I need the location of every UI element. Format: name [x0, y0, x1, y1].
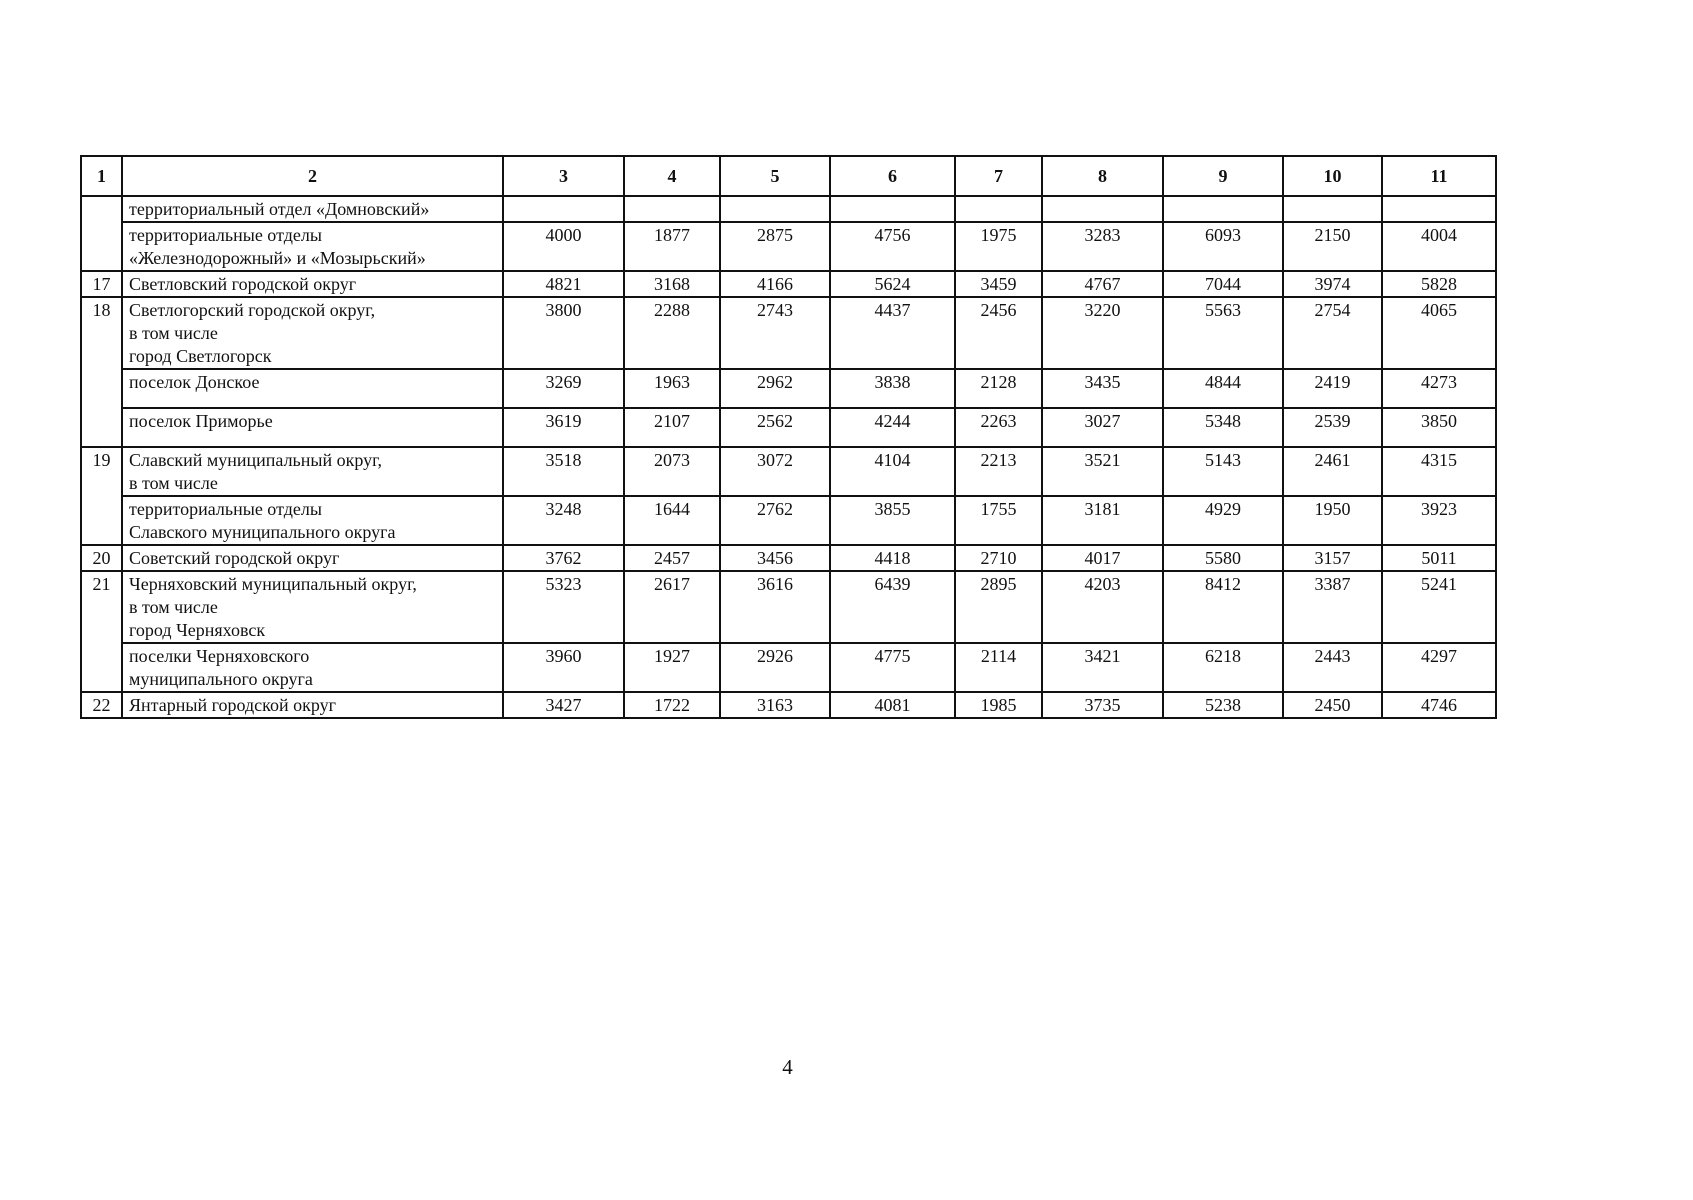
- value-cell: 2419: [1283, 369, 1382, 408]
- value-cell: 4767: [1042, 271, 1163, 297]
- page-number: 4: [782, 1055, 793, 1079]
- value-cell: 1644: [624, 496, 720, 545]
- table-row: [81, 643, 1496, 692]
- row-number-cell: 21: [81, 571, 122, 692]
- table-row: [81, 222, 1496, 271]
- value-cell: 3168: [624, 271, 720, 297]
- value-cell: 5563: [1163, 297, 1283, 369]
- value-cell: 2710: [955, 545, 1042, 571]
- value-cell: 2461: [1283, 447, 1382, 496]
- territory-name-cell: Черняховский муниципальный округ, в том числе город Черняховск: [122, 571, 503, 643]
- value-cell: 3387: [1283, 571, 1382, 643]
- territory-name-cell: Светловский городской округ: [122, 271, 503, 297]
- value-cell: 2562: [720, 408, 830, 447]
- value-cell: 3435: [1042, 369, 1163, 408]
- row-number-cell: 20: [81, 545, 122, 571]
- value-cell: 3459: [955, 271, 1042, 297]
- value-cell: 4065: [1382, 297, 1496, 369]
- value-cell: 2107: [624, 408, 720, 447]
- value-cell: 3619: [503, 408, 624, 447]
- value-cell: 3456: [720, 545, 830, 571]
- value-cell: 2263: [955, 408, 1042, 447]
- territory-name-cell: территориальный отдел «Домновский»: [122, 196, 503, 222]
- value-cell: 3269: [503, 369, 624, 408]
- value-cell: 4000: [503, 222, 624, 271]
- value-cell: 4775: [830, 643, 955, 692]
- value-cell: 3800: [503, 297, 624, 369]
- value-cell: 3616: [720, 571, 830, 643]
- territory-name-cell: поселки Черняховского муниципального округа: [122, 643, 503, 692]
- value-cell: 3838: [830, 369, 955, 408]
- value-cell: 2875: [720, 222, 830, 271]
- territory-name-cell: Советский городской округ: [122, 545, 503, 571]
- territory-name-cell: Янтарный городской округ: [122, 692, 503, 718]
- value-cell: 3027: [1042, 408, 1163, 447]
- value-cell: 3181: [1042, 496, 1163, 545]
- table-row: [81, 408, 1496, 447]
- value-cell: 2617: [624, 571, 720, 643]
- value-cell: 6218: [1163, 643, 1283, 692]
- value-cell: 3248: [503, 496, 624, 545]
- value-cell: 5011: [1382, 545, 1496, 571]
- value-cell: 2288: [624, 297, 720, 369]
- territory-name-cell: Светлогорский городской округ, в том числе город Светлогорск: [122, 297, 503, 369]
- value-cell: 4437: [830, 297, 955, 369]
- value-cell: 3072: [720, 447, 830, 496]
- table-row: [81, 571, 1496, 643]
- value-cell: 1877: [624, 222, 720, 271]
- column-number: 1: [81, 156, 122, 196]
- value-cell: 4821: [503, 271, 624, 297]
- value-cell: 2150: [1283, 222, 1382, 271]
- table-row: [81, 496, 1496, 545]
- value-cell: [1382, 196, 1496, 222]
- value-cell: [1163, 196, 1283, 222]
- value-cell: 3923: [1382, 496, 1496, 545]
- value-cell: 2128: [955, 369, 1042, 408]
- value-cell: 2762: [720, 496, 830, 545]
- territory-name-cell: поселок Донское: [122, 369, 503, 408]
- value-cell: [1283, 196, 1382, 222]
- value-cell: 2962: [720, 369, 830, 408]
- value-cell: 3762: [503, 545, 624, 571]
- value-cell: 1950: [1283, 496, 1382, 545]
- value-cell: 2539: [1283, 408, 1382, 447]
- column-number: 4: [624, 156, 720, 196]
- value-cell: 7044: [1163, 271, 1283, 297]
- data-table: [80, 155, 1497, 719]
- value-cell: 2926: [720, 643, 830, 692]
- value-cell: 1722: [624, 692, 720, 718]
- row-number-cell: 18: [81, 297, 122, 447]
- table-row: [81, 447, 1496, 496]
- value-cell: [955, 196, 1042, 222]
- column-number-row: [81, 156, 1496, 196]
- row-number-cell: 19: [81, 447, 122, 545]
- value-cell: 3855: [830, 496, 955, 545]
- value-cell: 3850: [1382, 408, 1496, 447]
- value-cell: 2754: [1283, 297, 1382, 369]
- column-number: 9: [1163, 156, 1283, 196]
- value-cell: 2443: [1283, 643, 1382, 692]
- value-cell: 2450: [1283, 692, 1382, 718]
- value-cell: 4756: [830, 222, 955, 271]
- value-cell: 2743: [720, 297, 830, 369]
- value-cell: 1963: [624, 369, 720, 408]
- value-cell: 4017: [1042, 545, 1163, 571]
- table-row: [81, 369, 1496, 408]
- value-cell: 6093: [1163, 222, 1283, 271]
- value-cell: 4844: [1163, 369, 1283, 408]
- table-row: [81, 196, 1496, 222]
- territory-name-cell: поселок Приморье: [122, 408, 503, 447]
- value-cell: 2457: [624, 545, 720, 571]
- column-number: 2: [122, 156, 503, 196]
- row-number-cell: [81, 196, 122, 271]
- value-cell: [503, 196, 624, 222]
- territory-name-cell: территориальные отделы «Железнодорожный» и «Мозырьский»: [122, 222, 503, 271]
- value-cell: 4315: [1382, 447, 1496, 496]
- value-cell: 3427: [503, 692, 624, 718]
- value-cell: 5580: [1163, 545, 1283, 571]
- value-cell: 4297: [1382, 643, 1496, 692]
- value-cell: 5828: [1382, 271, 1496, 297]
- column-number: 6: [830, 156, 955, 196]
- value-cell: 4004: [1382, 222, 1496, 271]
- territory-name-cell: Славский муниципальный округ, в том числе: [122, 447, 503, 496]
- column-number: 11: [1382, 156, 1496, 196]
- value-cell: 8412: [1163, 571, 1283, 643]
- territory-name-cell: территориальные отделы Славского муниципального округа: [122, 496, 503, 545]
- value-cell: 5323: [503, 571, 624, 643]
- value-cell: 5238: [1163, 692, 1283, 718]
- value-cell: 2073: [624, 447, 720, 496]
- value-cell: 4081: [830, 692, 955, 718]
- value-cell: 3157: [1283, 545, 1382, 571]
- value-cell: 4418: [830, 545, 955, 571]
- value-cell: 4746: [1382, 692, 1496, 718]
- column-number: 8: [1042, 156, 1163, 196]
- value-cell: [720, 196, 830, 222]
- value-cell: 3421: [1042, 643, 1163, 692]
- value-cell: 1985: [955, 692, 1042, 718]
- value-cell: 2114: [955, 643, 1042, 692]
- value-cell: 2213: [955, 447, 1042, 496]
- value-cell: 3518: [503, 447, 624, 496]
- value-cell: 3283: [1042, 222, 1163, 271]
- value-cell: 5241: [1382, 571, 1496, 643]
- value-cell: [624, 196, 720, 222]
- value-cell: 1755: [955, 496, 1042, 545]
- value-cell: 2895: [955, 571, 1042, 643]
- table-row: [81, 692, 1496, 718]
- value-cell: 4929: [1163, 496, 1283, 545]
- value-cell: 5143: [1163, 447, 1283, 496]
- column-number: 5: [720, 156, 830, 196]
- value-cell: [1042, 196, 1163, 222]
- value-cell: 3163: [720, 692, 830, 718]
- column-number: 10: [1283, 156, 1382, 196]
- value-cell: 2456: [955, 297, 1042, 369]
- value-cell: 4273: [1382, 369, 1496, 408]
- value-cell: 4244: [830, 408, 955, 447]
- column-number: 3: [503, 156, 624, 196]
- value-cell: 3974: [1283, 271, 1382, 297]
- value-cell: 1975: [955, 222, 1042, 271]
- value-cell: 4166: [720, 271, 830, 297]
- table-row: [81, 271, 1496, 297]
- value-cell: 3521: [1042, 447, 1163, 496]
- value-cell: 3735: [1042, 692, 1163, 718]
- value-cell: 5348: [1163, 408, 1283, 447]
- row-number-cell: 22: [81, 692, 122, 718]
- value-cell: 4104: [830, 447, 955, 496]
- value-cell: 1927: [624, 643, 720, 692]
- row-number-cell: 17: [81, 271, 122, 297]
- value-cell: 6439: [830, 571, 955, 643]
- column-number: 7: [955, 156, 1042, 196]
- value-cell: 3960: [503, 643, 624, 692]
- table-row: [81, 545, 1496, 571]
- value-cell: 5624: [830, 271, 955, 297]
- value-cell: 4203: [1042, 571, 1163, 643]
- value-cell: 3220: [1042, 297, 1163, 369]
- table-row: [81, 297, 1496, 369]
- value-cell: [830, 196, 955, 222]
